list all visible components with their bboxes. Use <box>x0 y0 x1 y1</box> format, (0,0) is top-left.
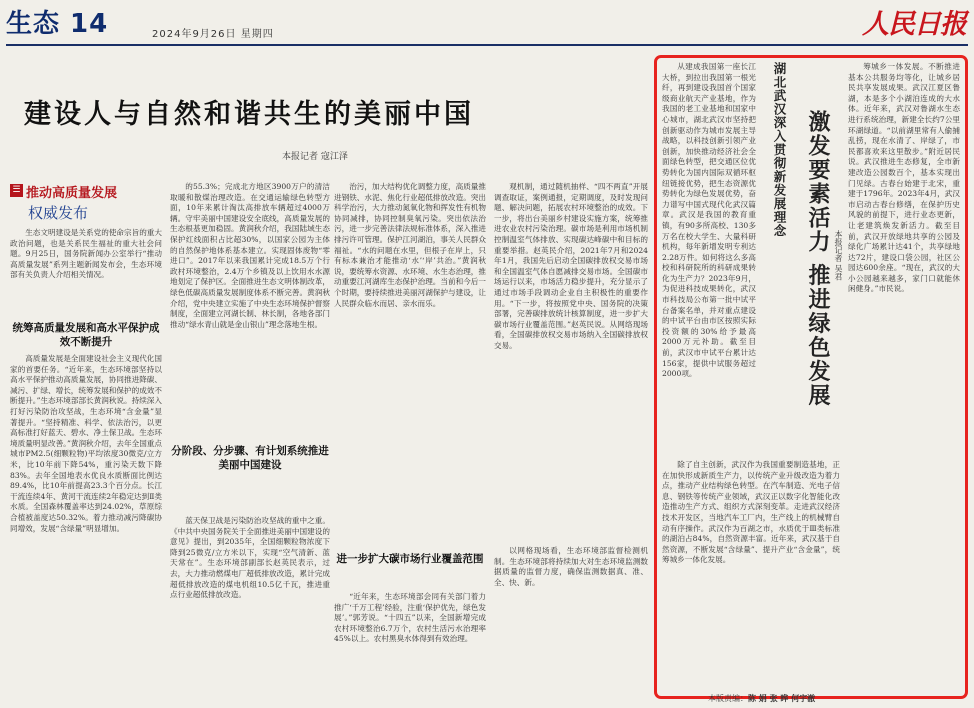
box-col2: 除了自主创新，武汉作为我国重要制造基地，正在加快形成新质生产力，以传统产业升级改造为着力点，推动产业结构绿色转型。在汽车制造、光电子信息、钢铁等传统产业领域，武汉正以数字化智能化改造推动生产方式、组织方式深刻变革。走进武汉经济技术开发区，当地汽车工厂内，生产线上的机械臂自动有序操作。武汉作为百湖之市，水质优于Ⅲ类标准的湖泊占84%，自然资源丰富。近年来，武汉基于自然资源，不断发展“含绿量”、提升产业“含金量”，统筹城乡一体化发展。 <box>662 460 840 565</box>
article-byline: 本报记者 寇江泽 <box>282 152 348 162</box>
main-headline: 建设人与自然和谐共生的美丽中国 <box>24 99 474 130</box>
article-col2: 的55.3%；完成北方地区3900万户的清洁取暖和散煤治理改造。在交通运输绿色转型方面，10年来累计淘汰高排放车辆超过4000万辆。守牢美丽中国建设安全底线，高质量发展的生态根基更加稳固。黄润秋介绍，我国陆域生态保护红线面积占比超30%，以国家公园为主体的自然保护地体系基本建立。实现固体废物“零进口”。2017年以来我国累计完成18.5万个行政村环境整治，2.4万个乡镇及以上饮用水水源地划定了保护区。全面推进生态文明体制改革，绿色低碳高质量发展制度体系不断完善。黄润秋介绍，党中央建立实施了中央生态环境保护督察制度，全面建立河湖长制、林长制，各地各部门推动“绿水青山就是金山银山”理念落地生根。 <box>170 182 330 329</box>
article-col4: 观机制，通过随机抽样、“四不两直”开展调查取证，案例通报，定期调度，及时发现问题、解决问题，拓展农村环境整治的成效。下一步，将出台美丽乡村建设实施方案，统筹推进农业农村污染治理。碳市场是利用市场机制控制温室气体排放、实现碳达峰碳中和目标的重要举措。赵英民介绍，2021年7月和2024年1月，我国先后启动全国碳排放权交易市场和全国温室气体自愿减排交易市场。全国碳市场运行以来，市场活力稳步提升，充分显示了通过市场手段调动企业自主积极性的重要作用。“下一步，将按照党中央、国务院的决策部署，完善碳排放统计核算制度，进一步扩大碳市场行业覆盖范围。”赵英民说。从网络现场看，全国碳排放权交易市场纳入全国碳排放权交易。 <box>494 182 648 350</box>
article-col4b: 以网格现场看，生态环境部监督检测机制。生态环境部将持续加大对生态环境监测数据质量的监督力度，确保监测数据真、准、全、快、新。 <box>494 546 648 587</box>
box-byline: 本报记者 吴君 <box>834 230 843 281</box>
box-col3: 筹城乡一体发展。不断推进基本公共服务均等化，让城乡居民共享发展成果。武汉江夏区鲁湖，本是多个小湖泊连成的大水体。近年来，武汉对鲁湖水生态进行系统治理，新建全长约7公里环湖绿道。“以前湖里常有人偷捕乱捞，现在水清了、岸绿了，市民都喜欢来这里散步。”附近居民说。武汉推进生态修复，全市新建改造公园数百个，基本实现出门见绿。古春台始建于北宋，重建于1796年。2023年4月，武汉市启动古春台修缮，在保护历史风貌的前提下，进行业态更新，让老建筑焕发新活力。截至目前，武汉开放绿地共享的公园及绿化广场累计达41个，共享绿地达72片，建设口袋公园，社区公园达600余座。“现在，武汉的大小公园越来越多，家门口就能休闲健身。”市民说。 <box>848 62 960 294</box>
section-tag-sub: 权威发布 <box>28 204 89 222</box>
footer-label: 本版责编： <box>708 694 748 703</box>
subhead-1: 统筹高质量发展和高水平保护成效不断提升 <box>12 322 160 348</box>
subhead-3: 进一步扩大碳市场行业覆盖范围 <box>336 553 484 565</box>
box-headline: 激发要素活力 推进绿色发展 <box>805 110 830 408</box>
section-tag: 推动高质量发展 <box>26 186 118 201</box>
article-col3: 治污，加大结构优化调整力度，高质量推进钢铁、水泥、焦化行业超低排放改造。突出科学治污，大力推动氮氧化物和挥发性有机物协同减排，协同控制臭氧污染。突出依法治污，进一步完善法律法规标准体系，深入推进排污许可管理。保护江河湖泊，事关人民群众福祉。“水的问题在水里，但根子在岸上，只有标本兼治才能推动‘水’‘岸’共治。”黄润秋说，要统筹水资源、水环境、水生态治理，推动重要江河湖库生态保护治理。当前和今后一个时期，要持续推进美丽河湖保护与建设，让人民群众临水而居、亲水而乐。 <box>334 182 486 308</box>
issue-date: 2024年9月26日 星期四 <box>152 29 274 40</box>
header-rule <box>6 44 968 46</box>
box-kicker: 湖北武汉深入贯彻新发展理念 <box>772 62 787 238</box>
article-col1b: 高质量发展是全面建设社会主义现代化国家的首要任务。“近年来，生态环境部坚持以高水平保护推动高质量发展，协同推进降碳、减污、扩绿、增长，统筹发展和保护的成效不断提升。”生态环境部部长黄润秋说。持续深入打好污染防治攻坚战，生态环境“含金量”显著提升。“坚持精准、科学、依法治污，以更高标准打好蓝天、碧水、净土保卫战。生态环境质量明显改善。”黄润秋介绍，去年全国重点城市PM2.5(细颗粒物)平均浓度30微克/立方米，比10年前下降54%，重污染天数下降83%。去年全国地表水优良水质断面比例达89.4%，比10年前提高23.3个百分点。长江干流连续4年、黄河干流连续2年稳定达到Ⅱ类水质。全国森林覆盖率达到24.02%，草原综合植被盖度达50.32%。着力推动减污降碳协同增效，发展“含绿量”明显增加。 <box>10 354 162 533</box>
article-col1: 生态文明建设是关系党的使命宗旨的重大政治问题，也是关系民生福祉的重大社会问题。9月25日，国务院新闻办公室举行“推动高质量发展”系列主题新闻发布会，生态环境部有关负责人介绍相关情况。 <box>10 228 162 280</box>
page-footer <box>708 693 815 704</box>
page-header <box>0 0 974 44</box>
article-col3b: “近年来，生态环境部会同有关部门着力推广‘千万工程’经验，注重‘保护优先，绿色发展’。”郭芳说。“十四五”以来，全国新增完成农村环境整治6.7万个，农村生活污水治理率45%以上。农村黑臭水体得到有效治理。 <box>334 592 486 644</box>
article-col2b: 蓝天保卫战是污染防治攻坚战的重中之重。《中共中央国务院关于全面推进美丽中国建设的意见》提出，到2035年，全国细颗粒物浓度下降到25微克/立方米以下，实现“空气清新、蓝天常在”。生态环境部副部长赵英民表示，过去，大力推动燃煤电厂超低排放改造，累计完成超低排放改造的煤电机组10.5亿千瓦，推进重点行业超低排放改造。 <box>170 516 330 600</box>
newspaper-logo: 人民日报 <box>862 9 966 40</box>
footer-editors: 陈 娟 张 晔 何宇澈 <box>748 694 816 703</box>
section-title: 生态 14 <box>6 9 109 39</box>
tag-icon: ☰ <box>10 184 23 197</box>
subhead-2: 分阶段、分步骤、有计划系统推进美丽中国建设 <box>171 445 329 471</box>
box-col1: 从建成我国第一座长江大桥，到拉出我国第一根光纤，再到建设我国首个国家级商业航天产业基地，作为我国的老工业基地和国家中心城市，湖北武汉市坚持把创新驱动作为城市发展主导战略，以科技创新引领产业创新，加快推动经济社会全面绿色转型，把交通区位优势转化为国内国际双循环枢纽链接优势，把生态资源优势转化为绿色发展优势，奋力谱写中国式现代化武汉篇章。武汉是我国的教育重镇，有90多所高校、130多万名在校大学生、大量科研机构，每年新增发明专利达2.28万件。如何将这么多高校和科研院所的科研成果转化为生产力？2023年9月，为促进科技成果转化，武汉市科技局公布第一批中试平台备案名单，并对重点建设的中试平台由市区按照实际投资额的30%给予最高2000万元补助。截至目前，武汉市中试平台累计达156家，提供中试服务超过2000项。 <box>662 62 756 379</box>
